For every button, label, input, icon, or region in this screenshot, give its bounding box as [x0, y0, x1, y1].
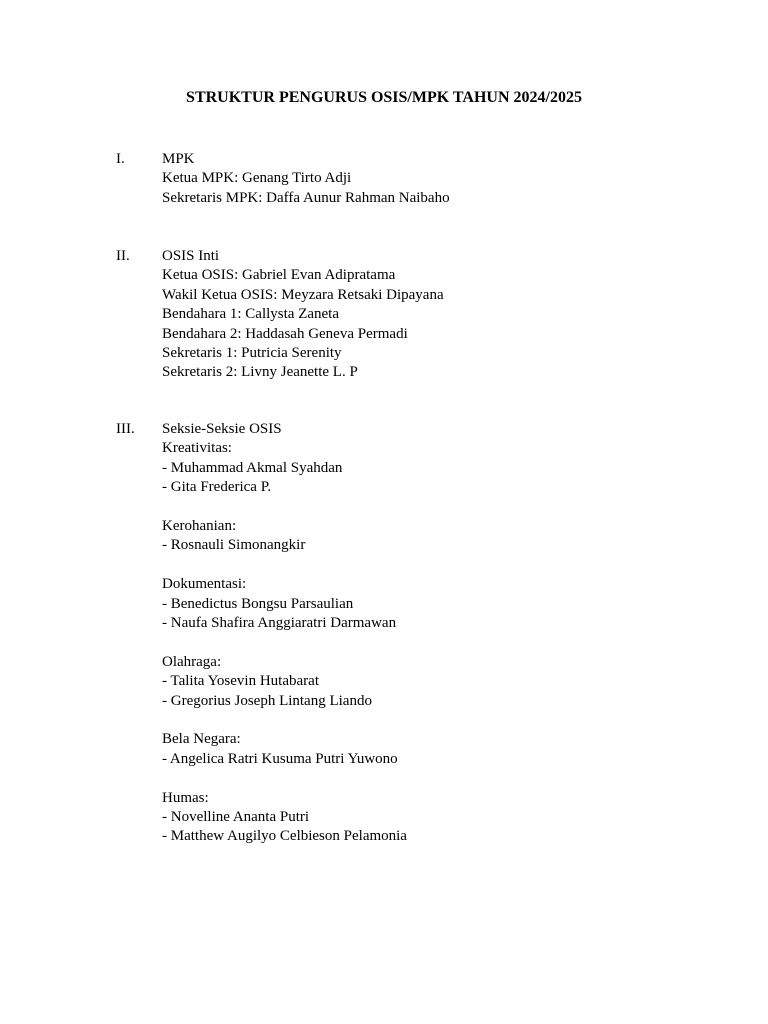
division-dokumentasi	[162, 575, 662, 633]
division-kreativitas	[162, 439, 662, 497]
member-line: Bendahara 2: Haddasah Geneva Permadi	[162, 325, 408, 342]
member-line: Bendahara 1: Callysta Zaneta	[162, 306, 340, 323]
member-line: - Benedictus Bongsu Parsaulian	[162, 595, 354, 612]
division-bela-negara	[162, 730, 662, 769]
member-line: - Angelica Ratri Kusuma Putri Yuwono	[162, 750, 398, 767]
division-humas	[162, 789, 662, 847]
division-label: Kerohanian:	[162, 518, 237, 535]
member-line: Sekretaris MPK: Daffa Aunur Rahman Naibaho	[162, 189, 450, 206]
division-label: Olahraga:	[162, 653, 222, 670]
division-kerohanian	[162, 517, 662, 556]
section-heading: Seksie-Seksie OSIS	[162, 421, 282, 437]
member-line: Ketua MPK: Genang Tirto Adji	[162, 170, 352, 187]
member-line: - Gita Frederica P.	[162, 479, 272, 496]
member-line: - Rosnauli Simonangkir	[162, 537, 306, 554]
member-line: - Naufa Shafira Anggiaratri Darmawan	[162, 615, 397, 632]
division-label: Kreativitas:	[162, 440, 232, 457]
division-olahraga	[162, 653, 662, 711]
section-numeral: II.	[116, 248, 130, 264]
member-line: Sekretaris 2: Livny Jeanette L. P	[162, 364, 358, 381]
section-heading: MPK	[162, 151, 195, 167]
member-line: - Gregorius Joseph Lintang Liando	[162, 692, 372, 709]
member-line: Wakil Ketua OSIS: Meyzara Retsaki Dipayana	[162, 286, 444, 303]
document-title: STRUKTUR PENGURUS OSIS/MPK TAHUN 2024/2025	[186, 89, 582, 106]
division-label: Bela Negara:	[162, 731, 241, 748]
section-body	[162, 420, 662, 847]
member-line: - Matthew Augilyo Celbieson Pelamonia	[162, 828, 407, 845]
division-label: Dokumentasi:	[162, 576, 247, 593]
member-line: - Talita Yosevin Hutabarat	[162, 673, 319, 690]
member-line: - Muhammad Akmal Syahdan	[162, 459, 343, 476]
member-line: Ketua OSIS: Gabriel Evan Adipratama	[162, 267, 396, 284]
member-line: - Novelline Ananta Putri	[162, 809, 310, 826]
section-body	[162, 247, 662, 383]
section-numeral: I.	[116, 151, 125, 167]
division-label: Humas:	[162, 789, 209, 806]
section-body	[162, 150, 662, 208]
member-line: Sekretaris 1: Putricia Serenity	[162, 345, 342, 362]
section-numeral: III.	[116, 421, 135, 437]
section-heading: OSIS Inti	[162, 248, 220, 264]
